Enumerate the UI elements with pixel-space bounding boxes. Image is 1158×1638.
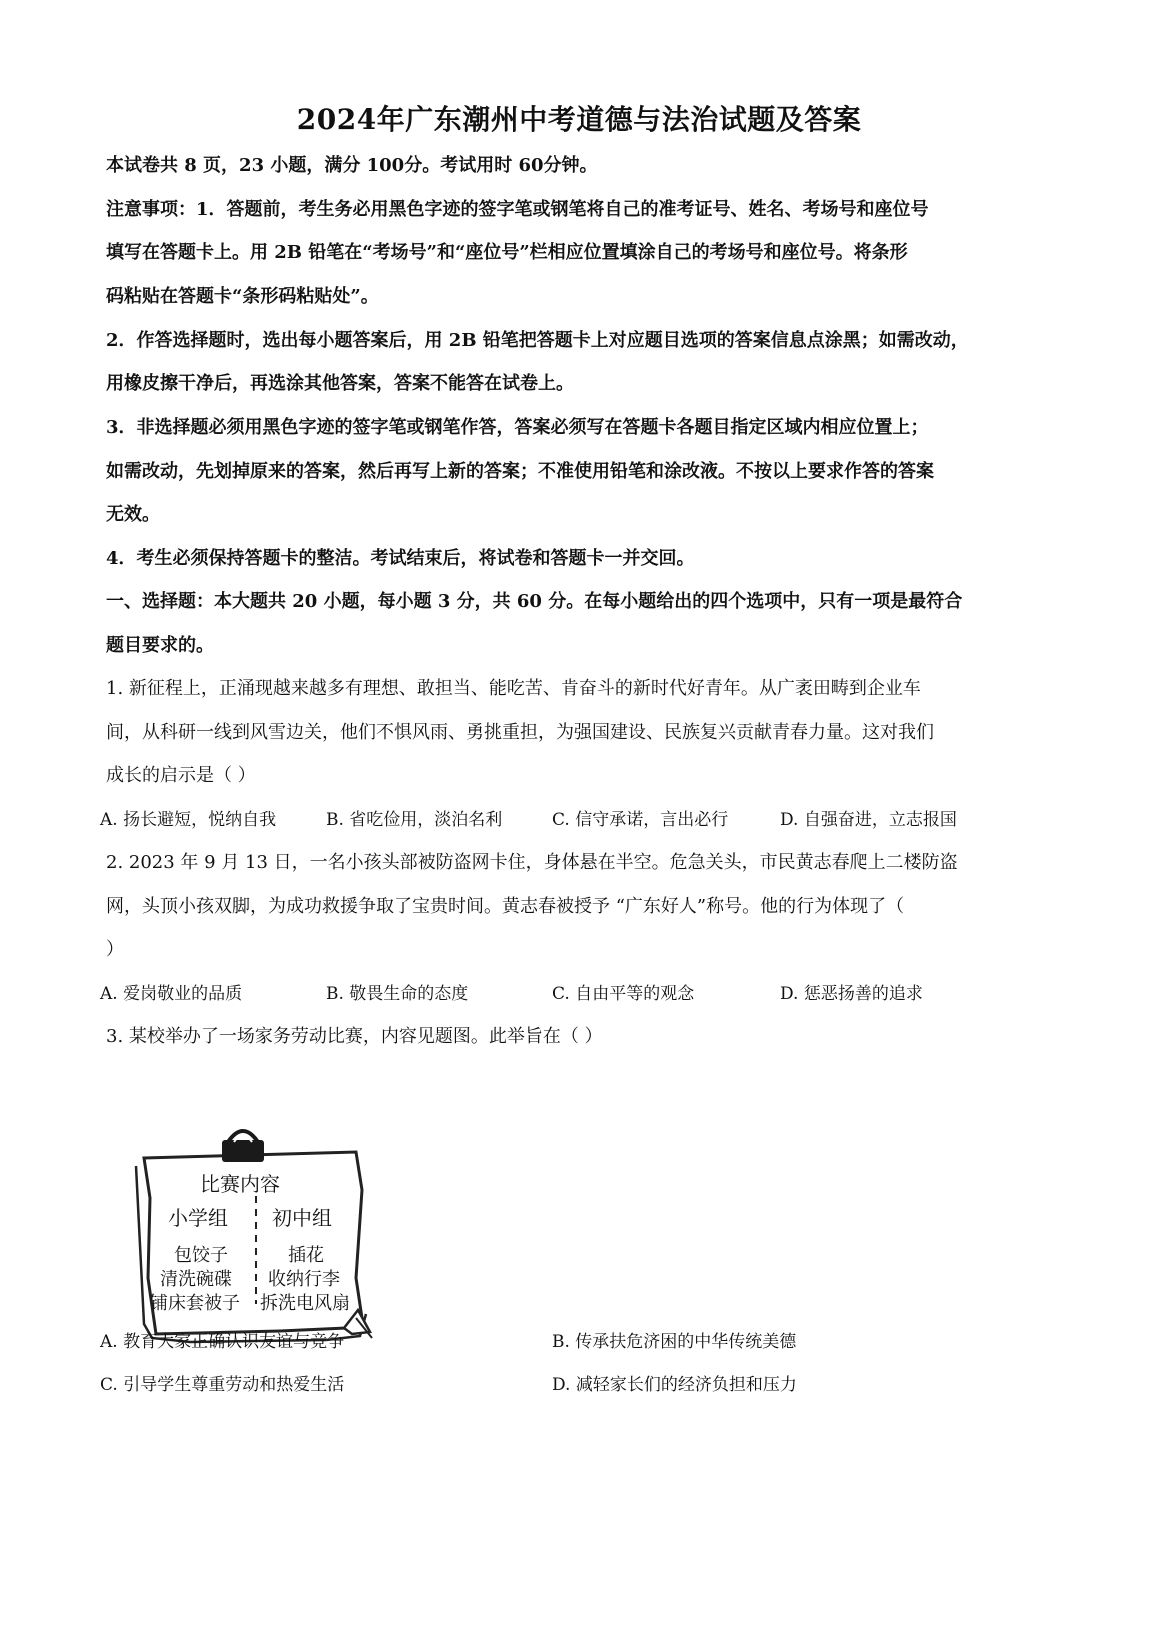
notice-line: 无效。 [106,504,160,525]
figure-item-primary: 清洗碗碟 [160,1269,232,1290]
q2-option-a[interactable]: A. 爱岗敬业的品质 [100,984,243,1004]
figure-group-junior: 初中组 [272,1206,332,1230]
q1-option-a[interactable]: A. 扬长避短，悦纳自我 [100,810,277,830]
figure-item-junior: 拆洗电风扇 [260,1293,350,1314]
question-2-line: ） [106,939,124,960]
q3-option-a[interactable]: A. 教育大家正确认识友谊与竞争 [100,1332,345,1352]
q1-option-d[interactable]: D. 自强奋进，立志报国 [780,810,957,830]
notice-line: 码粘贴在答题卡“条形码粘贴处”。 [106,286,379,307]
figure-item-junior: 插花 [288,1245,324,1266]
question-3-stem: 3. 某校举办了一场家务劳动比赛，内容见题图。此举旨在（ ） [106,1026,603,1047]
figure-item-primary: 包饺子 [174,1245,228,1266]
q1-option-b[interactable]: B. 省吃俭用，淡泊名利 [326,810,503,830]
figure-item-junior: 收纳行李 [268,1269,340,1290]
q3-option-c[interactable]: C. 引导学生尊重劳动和热爱生活 [100,1375,345,1395]
section-heading: 一、选择题：本大题共 20 小题，每小题 3 分，共 60 分。在每小题给出的四个选项中，只有一项是最符合 [106,591,963,612]
figure-heading: 比赛内容 [200,1172,280,1196]
q3-option-d[interactable]: D. 减轻家长们的经济负担和压力 [552,1375,797,1395]
question-1-line: 成长的启示是（ ） [106,765,256,786]
q2-option-b[interactable]: B. 敬畏生命的态度 [326,984,469,1004]
page-title: 2024年广东潮州中考道德与法治试题及答案 [296,103,862,136]
notice-line: 3．非选择题必须用黑色字迹的签字笔或钢笔作答，答案必须写在答题卡各题目指定区域内相应位置上； [106,417,929,438]
section-heading: 题目要求的。 [106,635,214,656]
q1-option-c[interactable]: C. 信守承诺，言出必行 [552,810,729,830]
question-2-line: 2. 2023 年 9 月 13 日，一名小孩头部被防盗网卡住，身体悬在半空。危急关头，市民黄志春爬上二楼防盗 [106,852,958,873]
notice-line: 4．考生必须保持答题卡的整洁。考试结束后，将试卷和答题卡一并交回。 [106,548,695,569]
notice-line: 2．作答选择题时，选出每小题答案后，用 2B 铅笔把答题卡上对应题目选项的答案信息点涂黑；如需改动， [106,330,969,351]
figure-item-primary: 铺床套被子 [150,1293,240,1314]
question-2-line: 网，头顶小孩双脚，为成功救援争取了宝贵时间。黄志春被授予 “广东好人”称号。他的行为体现了（ [106,896,905,917]
figure-group-primary: 小学组 [168,1206,228,1230]
notice-line: 注意事项：1．答题前，考生务必用黑色字迹的签字笔或钢笔将自己的准考证号、姓名、考场号和座位号 [106,199,929,220]
exam-intro: 本试卷共 8 页，23 小题，满分 100分。考试用时 60分钟。 [106,155,598,176]
question-1-line: 间，从科研一线到风雪边关，他们不惧风雨、勇挑重担，为强国建设、民族复兴贡献青春力量。这对我们 [106,722,934,743]
q2-option-c[interactable]: C. 自由平等的观念 [552,984,695,1004]
q3-option-b[interactable]: B. 传承扶危济困的中华传统美德 [552,1332,797,1352]
notice-line: 如需改动，先划掉原来的答案，然后再写上新的答案；不准使用铅笔和涂改液。不按以上要求作答的答案 [106,461,934,482]
notice-line: 填写在答题卡上。用 2B 铅笔在“考场号”和“座位号”栏相应位置填涂自己的考场号和座位号。将条形 [106,242,908,263]
q2-option-d[interactable]: D. 惩恶扬善的追求 [780,984,923,1004]
notice-line: 用橡皮擦干净后，再选涂其他答案，答案不能答在试卷上。 [106,373,574,394]
question-1-line: 1. 新征程上，正涌现越来越多有理想、敢担当、能吃苦、肯奋斗的新时代好青年。从广袤田畴到企业车 [106,678,921,699]
